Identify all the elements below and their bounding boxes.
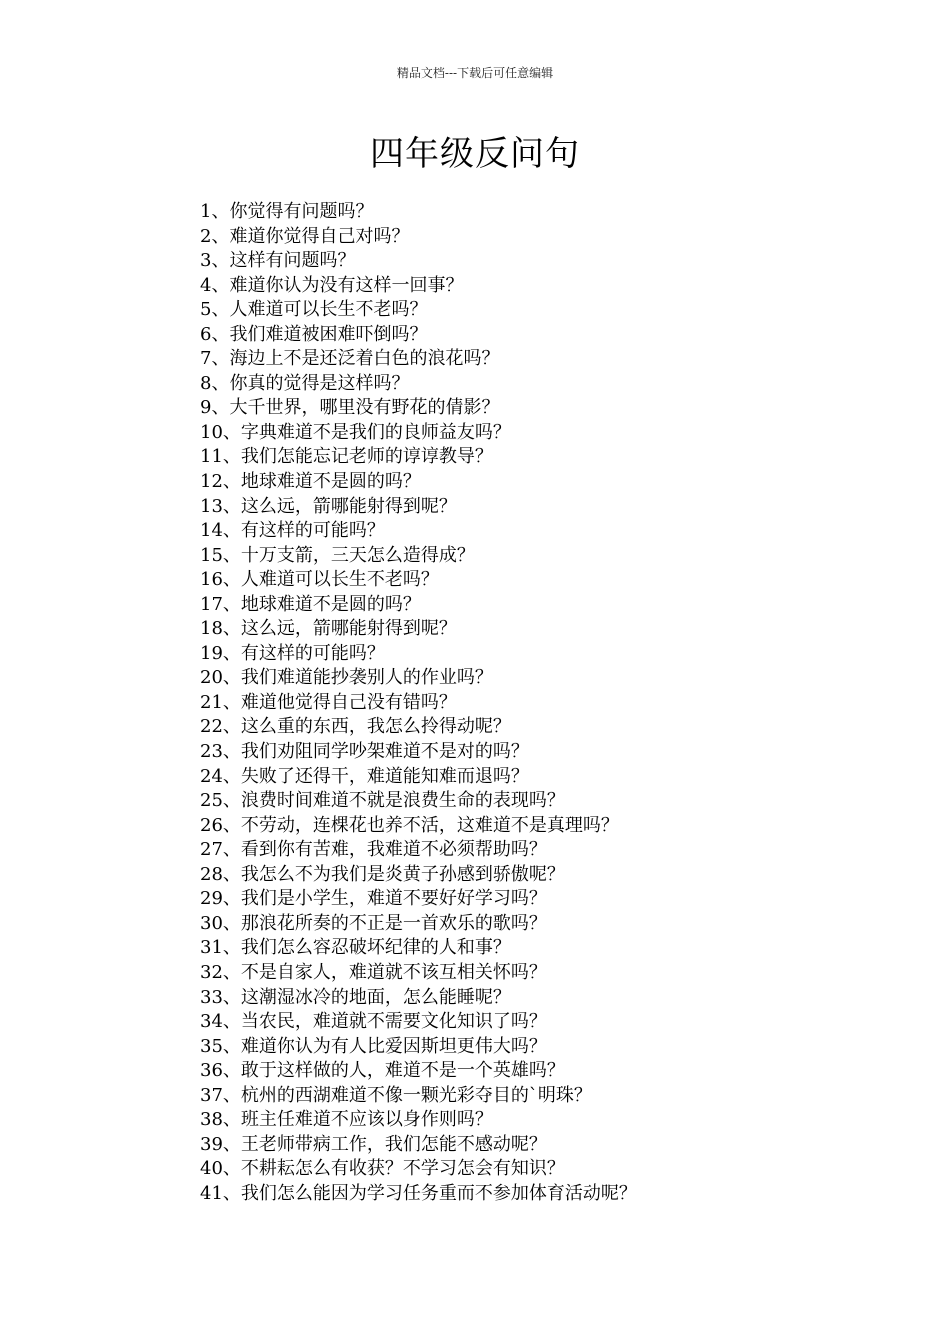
question-item: 1、你觉得有问题吗？ <box>200 201 374 222</box>
question-item: 39、王老师带病工作，我们怎能不感动呢？ <box>200 1133 547 1155</box>
question-item: 13、这么远，箭哪能射得到呢？ <box>200 495 457 517</box>
question-item: 38、班主任难道不应该以身作则吗？ <box>200 1109 493 1131</box>
question-item: 23、我们劝阻同学吵架难道不是对的吗？ <box>200 741 529 763</box>
question-item: 26、不劳动，连棵花也养不活，这难道不是真理吗？ <box>200 814 619 836</box>
question-item: 21、难道他觉得自己没有错吗？ <box>200 691 457 713</box>
question-item: 11、我们怎能忘记老师的谆谆教导？ <box>200 446 493 468</box>
question-list <box>200 200 920 1206</box>
question-item: 6、我们难道被困难吓倒吗？ <box>200 323 428 345</box>
question-item: 25、浪费时间难道不就是浪费生命的表现吗？ <box>200 790 565 812</box>
question-item: 36、敢于这样做的人，难道不是一个英雄吗？ <box>200 1060 565 1082</box>
question-item: 12、地球难道不是圆的吗？ <box>200 471 421 493</box>
question-item: 34、当农民，难道就不需要文化知识了吗？ <box>200 1011 547 1033</box>
question-item: 16、人难道可以长生不老吗？ <box>200 569 439 591</box>
question-item: 29、我们是小学生，难道不要好好学习吗？ <box>200 888 547 910</box>
question-item: 10、字典难道不是我们的良师益友吗？ <box>200 421 511 443</box>
header-note: 精品文档---下载后可任意编辑 <box>396 66 554 80</box>
question-item: 2、难道你觉得自己对吗？ <box>200 225 410 247</box>
question-item: 33、这潮湿冰冷的地面，怎么能睡呢？ <box>200 986 511 1008</box>
question-item: 14、有这样的可能吗？ <box>200 520 385 542</box>
question-item: 5、人难道可以长生不老吗？ <box>200 299 428 321</box>
question-item: 9、大千世界，哪里没有野花的倩影？ <box>200 397 500 419</box>
question-item: 8、你真的觉得是这样吗？ <box>200 372 410 394</box>
question-item: 31、我们怎么容忍破坏纪律的人和事？ <box>200 937 511 959</box>
question-item: 41、我们怎么能因为学习任务重而不参加体育活动呢？ <box>200 1182 637 1204</box>
question-item: 20、我们难道能抄袭别人的作业吗？ <box>200 667 493 689</box>
question-item: 27、看到你有苦难，我难道不必须帮助吗？ <box>200 839 547 861</box>
question-item: 37、杭州的西湖难道不像一颗光彩夺目的`明珠？ <box>200 1084 592 1106</box>
question-item: 32、不是自家人，难道就不该互相关怀吗？ <box>200 961 547 983</box>
question-item: 40、不耕耘怎么有收获？不学习怎会有知识？ <box>200 1158 565 1180</box>
question-item: 22、这么重的东西，我怎么拎得动呢？ <box>200 716 511 738</box>
question-item: 19、有这样的可能吗？ <box>200 642 385 664</box>
question-item: 30、那浪花所奏的不正是一首欢乐的歌吗？ <box>200 912 547 934</box>
question-item: 28、我怎么不为我们是炎黄子孙感到骄傲呢？ <box>200 863 565 885</box>
question-item: 18、这么远，箭哪能射得到呢？ <box>200 618 457 640</box>
question-item: 17、地球难道不是圆的吗？ <box>200 593 421 615</box>
page-title: 四年级反问句 <box>370 134 580 174</box>
question-item: 24、失败了还得干，难道能知难而退吗？ <box>200 765 529 787</box>
question-item: 3、这样有问题吗？ <box>200 250 356 272</box>
question-item: 7、海边上不是还泛着白色的浪花吗？ <box>200 348 500 370</box>
question-item: 4、难道你认为没有这样一回事？ <box>200 274 464 296</box>
question-item: 35、难道你认为有人比爱因斯坦更伟大吗？ <box>200 1035 547 1057</box>
question-item: 15、十万支箭，三天怎么造得成？ <box>200 544 475 566</box>
